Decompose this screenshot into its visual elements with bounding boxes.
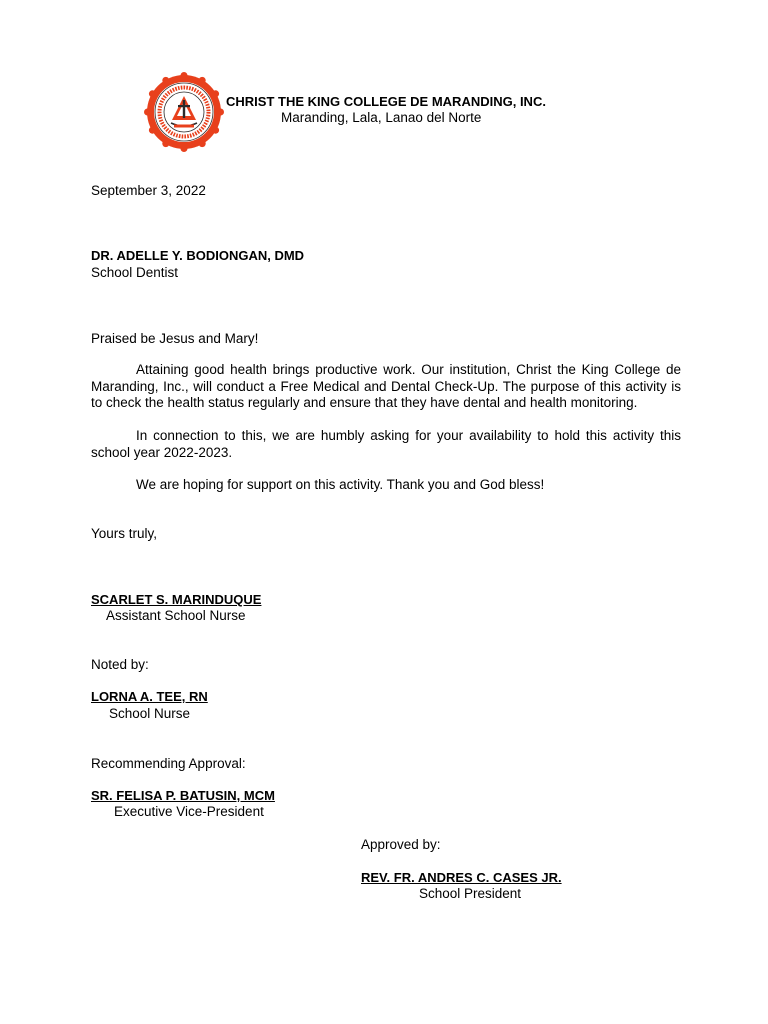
- recipient-title: School Dentist: [91, 265, 179, 280]
- noted-by-title: School Nurse: [109, 706, 191, 721]
- sender-name: SCARLET S. MARINDUQUE: [91, 592, 262, 607]
- institution-name: CHRIST THE KING COLLEGE DE MARANDING, INC.: [226, 94, 546, 109]
- letter-body-3: [91, 477, 681, 494]
- letter-body-2: [91, 428, 681, 461]
- noted-by-name: LORNA A. TEE, RN: [91, 689, 208, 704]
- letter-body: [91, 362, 681, 412]
- recommending-title: Executive Vice-President: [114, 804, 264, 819]
- college-seal-logo: [144, 72, 224, 152]
- approved-by-name: REV. FR. ANDRES C. CASES JR.: [361, 870, 562, 885]
- body-paragraph: We are hoping for support on this activity. Thank you and God bless!: [136, 477, 545, 492]
- closing: Yours truly,: [91, 526, 158, 541]
- sender-title: Assistant School Nurse: [106, 608, 246, 623]
- salutation: Praised be Jesus and Mary!: [91, 331, 259, 346]
- recommending-label: Recommending Approval:: [91, 756, 246, 771]
- approved-by-label: Approved by:: [361, 837, 441, 852]
- seal-icon: [144, 72, 224, 152]
- body-paragraph: In connection to this, we are humbly asking for your availability to hold this activity this school year 2022-2023.: [91, 428, 681, 460]
- letter-date: September 3, 2022: [91, 183, 206, 198]
- recommending-name: SR. FELISA P. BATUSIN, MCM: [91, 788, 275, 803]
- institution-address: Maranding, Lala, Lanao del Norte: [281, 110, 482, 125]
- body-paragraph: Attaining good health brings productive work. Our institution, Christ the King College de Maranding, Inc., will conduct a Free Medical and Dental Check-Up. The purpose of this activity is to check the health status regularly and ensure that they have dental and health monitoring.: [91, 362, 681, 410]
- recipient-name: DR. ADELLE Y. BODIONGAN, DMD: [91, 248, 305, 263]
- noted-by-label: Noted by:: [91, 657, 149, 672]
- approved-by-title: School President: [419, 886, 522, 901]
